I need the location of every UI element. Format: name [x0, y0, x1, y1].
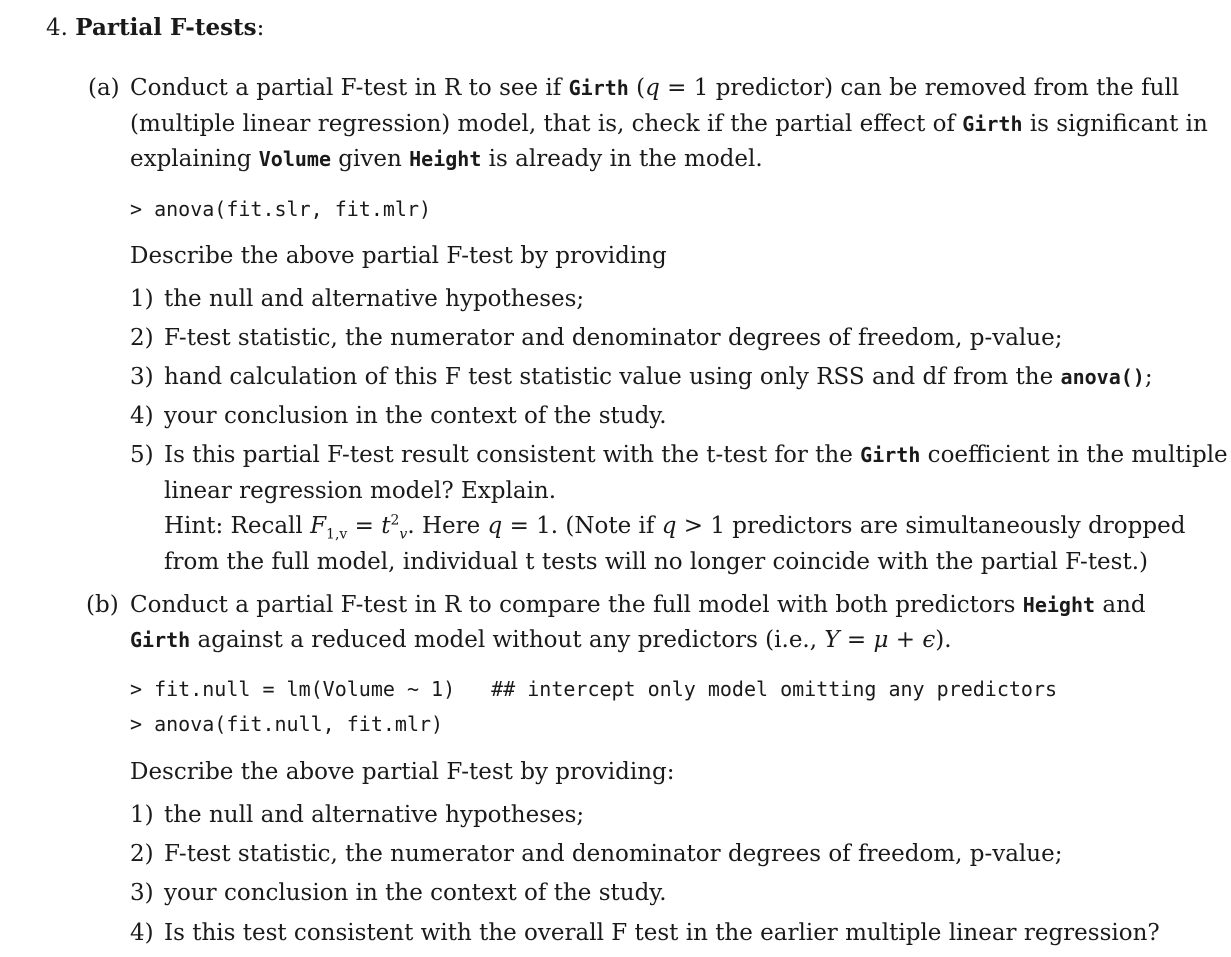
text-span: is significant in — [1022, 111, 1208, 137]
text-span: given — [331, 146, 410, 172]
math-q: q — [645, 75, 660, 101]
text-span: = — [347, 513, 382, 539]
list-item — [130, 400, 667, 432]
list-item — [130, 361, 1153, 393]
code-comment: ## intercept only model omitting any predictors — [491, 677, 1058, 701]
item-number: 4) — [130, 403, 154, 429]
item-text: F-test statistic, the numerator and denominator degrees of freedom, p-value; — [164, 325, 1063, 351]
list-item — [130, 322, 1062, 354]
text-span: Conduct a partial F-test in R to see if — [130, 75, 569, 101]
part-b-line2 — [130, 624, 952, 656]
item-number: 4) — [130, 920, 154, 946]
text-span: is already in the model. — [481, 146, 763, 172]
code-text: > fit.null = lm(Volume ~ 1) — [130, 677, 456, 701]
item-number: 3) — [130, 364, 154, 390]
code-anova-null-mlr: > anova(fit.null, fit.mlr) — [130, 712, 444, 736]
part-a-describe: Describe the above partial F-test by providing — [130, 243, 667, 269]
part-a-line2 — [130, 108, 1208, 140]
item-number: 5) — [130, 442, 154, 468]
part-a-line3 — [130, 143, 763, 175]
list-item — [130, 439, 1228, 471]
item-number: 3) — [130, 880, 154, 906]
math-t: t — [381, 513, 391, 539]
part-b-label: (b) — [86, 592, 119, 618]
code-fit-null — [130, 673, 1057, 705]
item-text: your conclusion in the context of the study. — [164, 403, 667, 429]
item-text: the null and alternative hypotheses; — [164, 286, 585, 312]
text-span: = — [839, 627, 874, 653]
part-a-line1 — [130, 72, 1179, 104]
item-text: your conclusion in the context of the study. — [164, 880, 667, 906]
code-girth: Girth — [860, 443, 921, 467]
text-span: = 1 predictor) can be removed from the full — [659, 75, 1180, 101]
hint-line1 — [164, 510, 1185, 542]
code-girth: Girth — [130, 628, 191, 652]
item-text: Is this partial F-test result consistent with the t-test for the — [164, 442, 861, 468]
item-text: ; — [1144, 364, 1153, 390]
math-mu: μ — [873, 627, 889, 653]
code-girth: Girth — [568, 76, 629, 100]
section-number: 4. — [46, 15, 68, 41]
math-sup: 2 — [390, 512, 400, 529]
math-F: F — [310, 513, 327, 539]
hint-line2: from the full model, individual t tests will no longer coincide with the partial F-test.) — [164, 549, 1149, 575]
list-item — [130, 877, 667, 909]
code-anova-slr-mlr: > anova(fit.slr, fit.mlr) — [130, 197, 432, 221]
text-span: ( — [628, 75, 646, 101]
item-number: 2) — [130, 841, 154, 867]
item-text: coefficient in the multiple — [920, 442, 1228, 468]
section-colon: : — [256, 15, 265, 41]
list-item — [130, 838, 1062, 870]
item-text: F-test statistic, the numerator and denominator degrees of freedom, p-value; — [164, 841, 1063, 867]
text-span: Conduct a partial F-test in R to compare the full model with both predictors — [130, 592, 1023, 618]
text-span: > 1 predictors are simultaneously dropped — [676, 513, 1186, 539]
section-heading — [46, 12, 264, 44]
item-text: hand calculation of this F test statistic value using only RSS and df from the — [164, 364, 1061, 390]
text-span: Hint: Recall — [164, 513, 311, 539]
list-item — [130, 917, 1160, 949]
part-b-describe: Describe the above partial F-test by providing: — [130, 759, 675, 785]
text-span: = 1. (Note if — [502, 513, 662, 539]
list-item — [130, 283, 584, 315]
math-sub: 1,v — [326, 526, 348, 543]
part-a-label: (a) — [88, 75, 120, 101]
math-sub: v — [399, 526, 408, 543]
item-number: 2) — [130, 325, 154, 351]
code-girth: Girth — [962, 112, 1023, 136]
math-q: q — [487, 513, 503, 539]
section-title: Partial F-tests — [75, 14, 257, 41]
code-anova: anova() — [1060, 365, 1145, 389]
math-q: q — [661, 513, 677, 539]
part-b-line1 — [130, 589, 1146, 621]
text-span: + — [888, 627, 923, 653]
math-Y: Y — [824, 627, 840, 653]
text-span: . Here — [407, 513, 488, 539]
text-span: explaining — [130, 146, 259, 172]
text-span: and — [1095, 592, 1146, 618]
code-volume: Volume — [258, 147, 331, 171]
item-text: the null and alternative hypotheses; — [164, 802, 585, 828]
code-height: Height — [409, 147, 482, 171]
item-text: Is this test consistent with the overall F test in the earlier multiple linear regression? — [164, 920, 1160, 946]
text-span: against a reduced model without any predictors (i.e., — [190, 627, 825, 653]
text-span: (multiple linear regression) model, that is, check if the partial effect of — [130, 111, 963, 137]
code-height: Height — [1022, 593, 1096, 617]
text-span: ). — [935, 627, 952, 653]
item5-line2: linear regression model? Explain. — [164, 478, 557, 504]
list-item — [130, 799, 584, 831]
item-number: 1) — [130, 802, 154, 828]
math-epsilon: ϵ — [922, 627, 936, 653]
item-number: 1) — [130, 286, 154, 312]
